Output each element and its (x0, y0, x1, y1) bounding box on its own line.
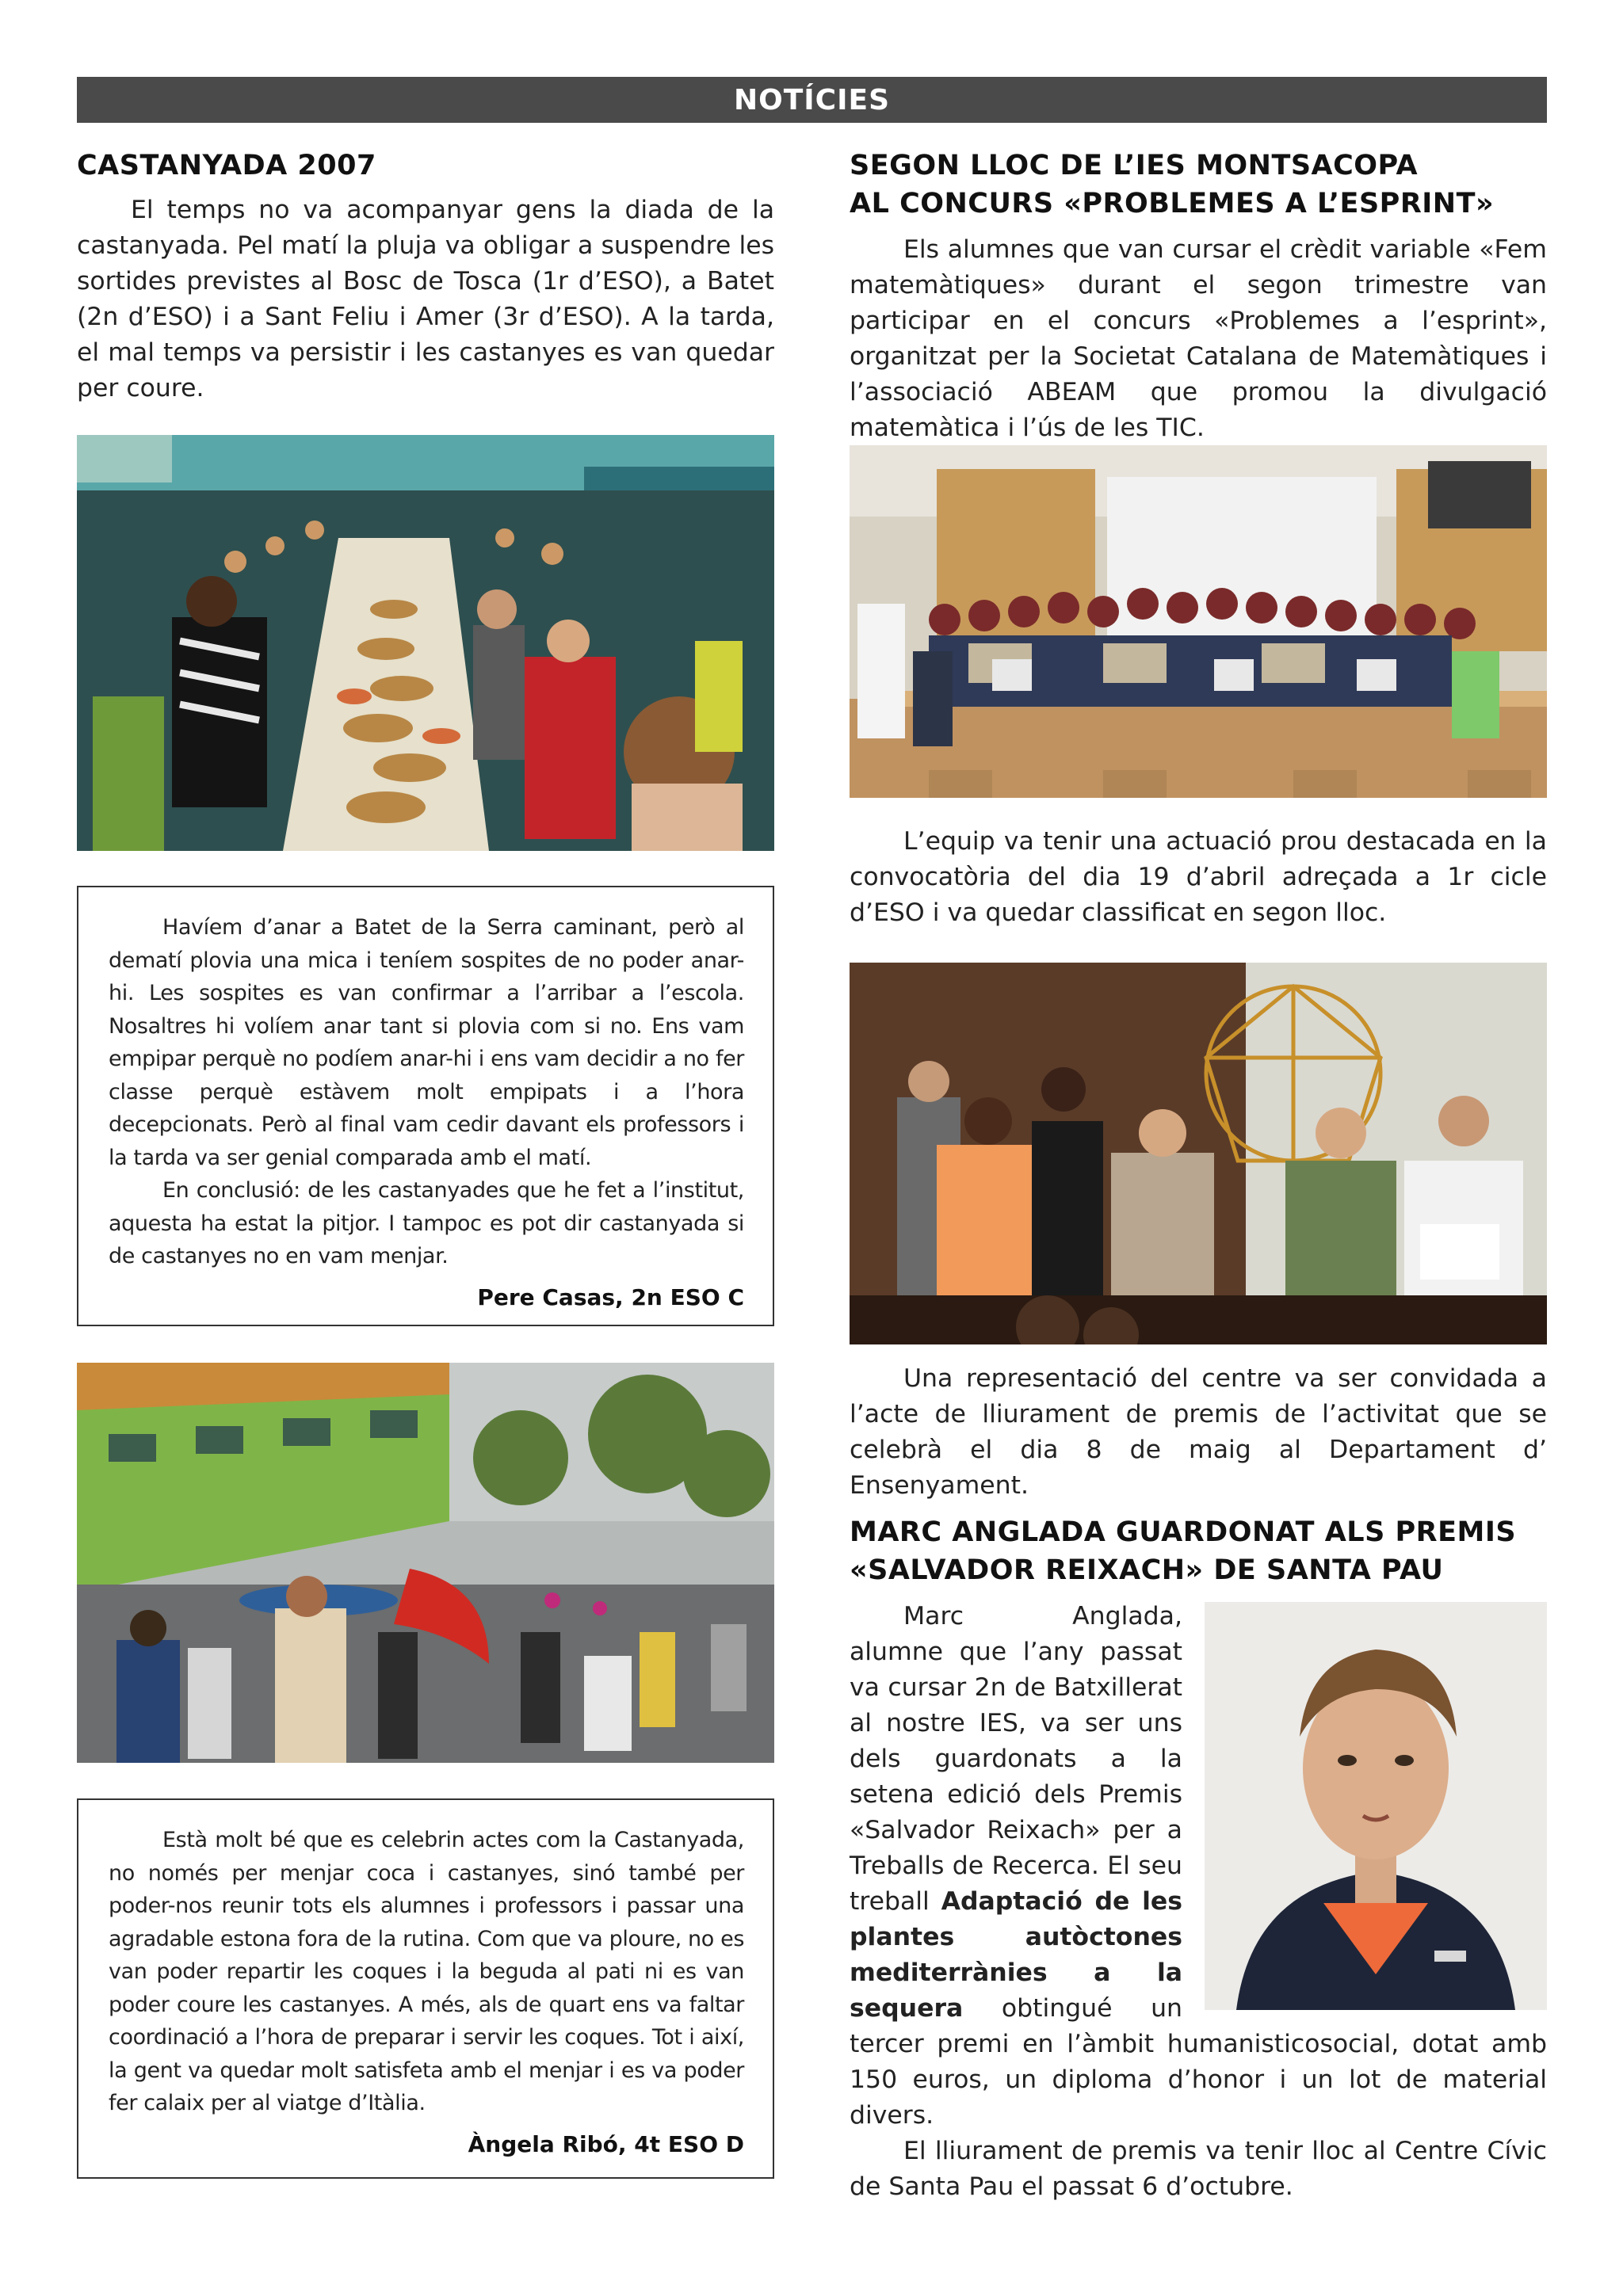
anglada-body (850, 1599, 1547, 2205)
castanyada-food-photo (77, 435, 774, 851)
anglada-p1-end: obtingué un tercer premi en l’àmbit humanisticosocial, dotat amb 150 euros, un diploma d’honor i un lot de material divers. (850, 1994, 1547, 2130)
anglada-p1-start: Marc Anglada, alumne que l’any passat va cursar 2n de Batxillerat al nostre IES, va ser uns dels guardonats a la setena edició dels Premis «Salvador Reixach» per a Treballs de Recerca. El seu treball (850, 1602, 1182, 1916)
anglada-p2: El lliurament de premis va tenir lloc al Centre Cívic de Santa Pau el passat 6 d’octubre. (850, 2137, 1547, 2201)
quote-pere-p1: Havíem d’anar a Batet de la Serra caminant, però al dematí plovia una mica i teníem sospites de no poder anar-hi. Les sospites es van confirmar a l’arribar a l’escola. Nosaltres hi volíem anar tant si plovia com si no. Ens vam empipar perquè no podíem anar-hi i ens vam decidir a no fer classe perquè estàvem molt empipats i a l’hora decepcionats. Però al final vam cedir davant els professors i la tarda va ser genial comparada amb el matí. (109, 915, 744, 1170)
esprint-p2: L’equip va tenir una actuació prou destacada en la convocatòria del dia 19 d’abril adreçada a 1r cicle d’ESO i va quedar classificat en segon lloc. (850, 827, 1547, 927)
castanyada-intro: El temps no va acompanyar gens la diada de la castanyada. Pel matí la pluja va obligar a suspendre les sortides previstes al Bosc de Tosca (1r d’ESO), a Batet (2n d’ESO) i a Sant Feliu i Amer (3r d’ESO). A la tarda, el mal temps va persistir i les castanyes es van quedar per coure. (77, 196, 774, 402)
castanyada-rain-photo (77, 1363, 774, 1763)
esprint-result (850, 824, 1547, 931)
esprint-title (850, 147, 1547, 223)
section-title: NOTÍCIES (733, 83, 891, 116)
anglada-article (850, 1513, 1547, 2205)
castanyada-food-photo-image (77, 435, 774, 851)
quote-box-pere (77, 886, 774, 1326)
quote-angela-signature: Àngela Ribó, 4t ESO D (468, 2130, 744, 2157)
quote-angela-p1: Està molt bé que es celebrin actes com la Castanyada, no només per menjar coca i castanyes, sinó també per poder-nos reunir tots els alumnes i professors i passar una agradable estona fora de la rutina. Com que va ploure, no es van poder repartir les coques i la beguda al pati ni es van poder coure les castanyes. A més, als de quart ens va faltar coordinació a l’hora de preparar i servir les coques. Tot i així, la gent va quedar molt satisfeta amb el menjar i es va poder fer calaix per al viatge d’Itàlia. (109, 1828, 744, 2115)
esprint-group-photo-image (850, 445, 1547, 798)
marc-anglada-portrait (1205, 1602, 1547, 2010)
esprint-award-photo-image (850, 963, 1547, 1344)
esprint-title-line1: SEGON LLOC DE L’IES MONTSACOPA (850, 150, 1419, 181)
section-header (77, 77, 1547, 123)
quote-pere-p2: En conclusió: de les castanyades que he fet a l’institut, aquesta ha estat la pitjor. I tampoc es pot dir castanyada si de castanyes no en vam menjar. (109, 1178, 744, 1268)
quote-pere-signature: Pere Casas, 2n ESO C (477, 1283, 744, 1310)
esprint-p1: Els alumnes que van cursar el crèdit variable «Fem matemàtiques» durant el segon trimestre van participar en el concurs «Problemes a l’esprint», organitzat per la Societat Catalana de Matemàtiques i l’associació ABEAM que promou la divulgació matemàtica i l’ús de les TIC. (850, 235, 1547, 442)
castanyada-rain-photo-image (77, 1363, 774, 1763)
esprint-p3: Una representació del centre va ser convidada a l’acte de lliurament de premis de l’activitat que se celebrà el dia 8 de maig al Departament d’ Ensenyament. (850, 1364, 1547, 1500)
esprint-group-photo (850, 445, 1547, 798)
anglada-title-line2: «SALVADOR REIXACH» DE SANTA PAU (850, 1554, 1444, 1586)
esprint-title-line2: AL CONCURS «PROBLEMES A L’ESPRINT» (850, 188, 1495, 219)
castanyada-article (77, 147, 774, 406)
esprint-award-photo (850, 963, 1547, 1344)
marc-anglada-portrait-image (1205, 1602, 1547, 2010)
quote-box-angela (77, 1798, 774, 2179)
anglada-title (850, 1513, 1547, 1589)
anglada-title-line1: MARC ANGLADA GUARDONAT ALS PREMIS (850, 1516, 1517, 1548)
esprint-article (850, 147, 1547, 446)
esprint-ceremony (850, 1361, 1547, 1504)
anglada-work-title: Adaptació de les plantes autòctones mediterrànies a la sequera (850, 1887, 1183, 2023)
castanyada-title: CASTANYADA 2007 (77, 150, 376, 181)
